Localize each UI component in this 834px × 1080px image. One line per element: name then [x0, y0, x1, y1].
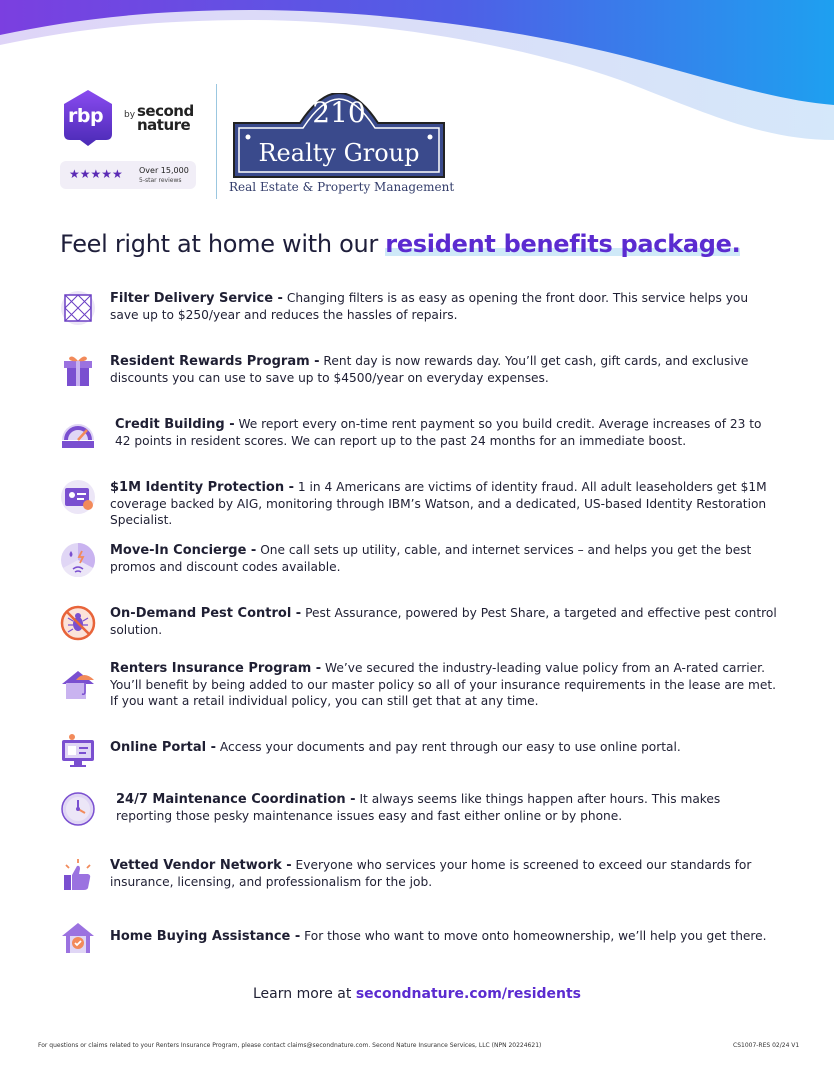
learn-more-link[interactable]: secondnature.com/residents — [355, 986, 581, 1002]
monitor-icon — [60, 733, 96, 769]
benefit-text: Access your documents and pay rent through our easy to use online portal. — [216, 740, 681, 754]
benefit-text: Everyone who services your home is screened to exceed our standards for insurance, licensing, and professionalism for the job. — [110, 858, 752, 889]
benefit-text: We’ve secured the industry-leading value policy from an A-rated carrier. You’ll benefit by being added to our master policy so all of your insurance requirements in the lease are met. If you want a retail individual policy, you can still get that at any time. — [110, 661, 777, 708]
footer-code: CS1007-RES 02/24 V1 — [733, 1042, 800, 1049]
benefit-title: Vetted Vendor Network - — [110, 858, 292, 873]
realty-subtitle: Real Estate & Property Management — [229, 180, 455, 194]
benefit-text: Changing filters is as easy as opening the front door. This service helps you save up to $250/year and reduces the hassles of repairs. — [110, 291, 749, 322]
benefit-title: On-Demand Pest Control - — [110, 606, 302, 621]
id-card-icon — [60, 479, 96, 515]
benefit-title: Move-In Concierge - — [110, 543, 257, 558]
rbp-wordmark: rbp — [68, 105, 104, 127]
learn-more — [0, 986, 834, 1002]
filter-icon — [60, 290, 96, 326]
realty-name: Realty Group — [258, 139, 420, 167]
benefit-text: We report every on-time rent payment so you build credit. Average increases of 23 to 42 points in resident scores. We can report up to the past 24 months for an immediate boost. — [115, 417, 762, 448]
benefit-title: Credit Building - — [115, 417, 235, 432]
benefit-title: Online Portal - — [110, 740, 217, 755]
page-headline — [60, 230, 740, 258]
benefit-title: $1M Identity Protection - — [110, 480, 295, 495]
by-label: by — [124, 110, 136, 120]
benefit-text: Rent day is now rewards day. You’ll get cash, gift cards, and exclusive discounts you can use to save up to $4500/year on everyday expenses. — [110, 354, 749, 385]
umbrella-icon — [60, 666, 96, 702]
reviews-badge — [60, 161, 196, 189]
house-check-icon — [60, 920, 96, 956]
logo-divider — [216, 84, 217, 199]
benefit-title: Filter Delivery Service - — [110, 291, 283, 306]
footer-disclaimer: For questions or claims related to your Renters Insurance Program, please contact claims@secondnature.com. Second Nature Insurance Services, LLC (NPN 20224621) — [38, 1042, 542, 1049]
headline-prefix: Feel right at home with our — [60, 230, 386, 258]
utilities-icon — [60, 542, 96, 578]
benefit-title: Resident Rewards Program - — [110, 354, 320, 369]
benefit-title: 24/7 Maintenance Coordination - — [116, 792, 356, 807]
benefit-title: Home Buying Assistance - — [110, 929, 301, 944]
credit-gauge-icon — [60, 416, 96, 452]
learn-more-prefix: Learn more at — [253, 986, 356, 1002]
reviews-count: Over 15,000 — [139, 166, 189, 175]
benefit-text: 1 in 4 Americans are victims of identity fraud. All adult leaseholders get $1M coverage backed by AIG, monitoring through IBM’s Watson, and a dedicated, US-based Identity Restoration Specialist. — [110, 480, 767, 527]
benefit-text: One call sets up utility, cable, and internet services – and helps you get the best promos and discount codes available. — [110, 543, 752, 574]
gift-icon — [60, 353, 96, 389]
benefit-title: Renters Insurance Program - — [110, 661, 322, 676]
five-stars-icon: ★★★★★ — [69, 167, 123, 181]
no-bug-icon — [60, 605, 96, 641]
benefit-text: It always seems like things happen after hours. This makes reporting those pesky maintenance issues easy and fast either online or by phone. — [116, 792, 721, 823]
headline-highlight: resident benefits package. — [385, 230, 741, 258]
clock-icon — [60, 791, 96, 827]
benefit-text: Pest Assurance, powered by Pest Share, a targeted and effective pest control solution. — [110, 606, 777, 637]
realty-group-logo — [230, 93, 448, 179]
reviews-label: 5-star reviews — [139, 177, 182, 184]
second-nature-wordmark: second nature — [137, 102, 194, 134]
benefit-text: For those who want to move onto homeownership, we’ll help you get there. — [300, 929, 767, 943]
realty-number: 210 — [312, 96, 366, 129]
thumbs-up-icon — [60, 857, 96, 893]
